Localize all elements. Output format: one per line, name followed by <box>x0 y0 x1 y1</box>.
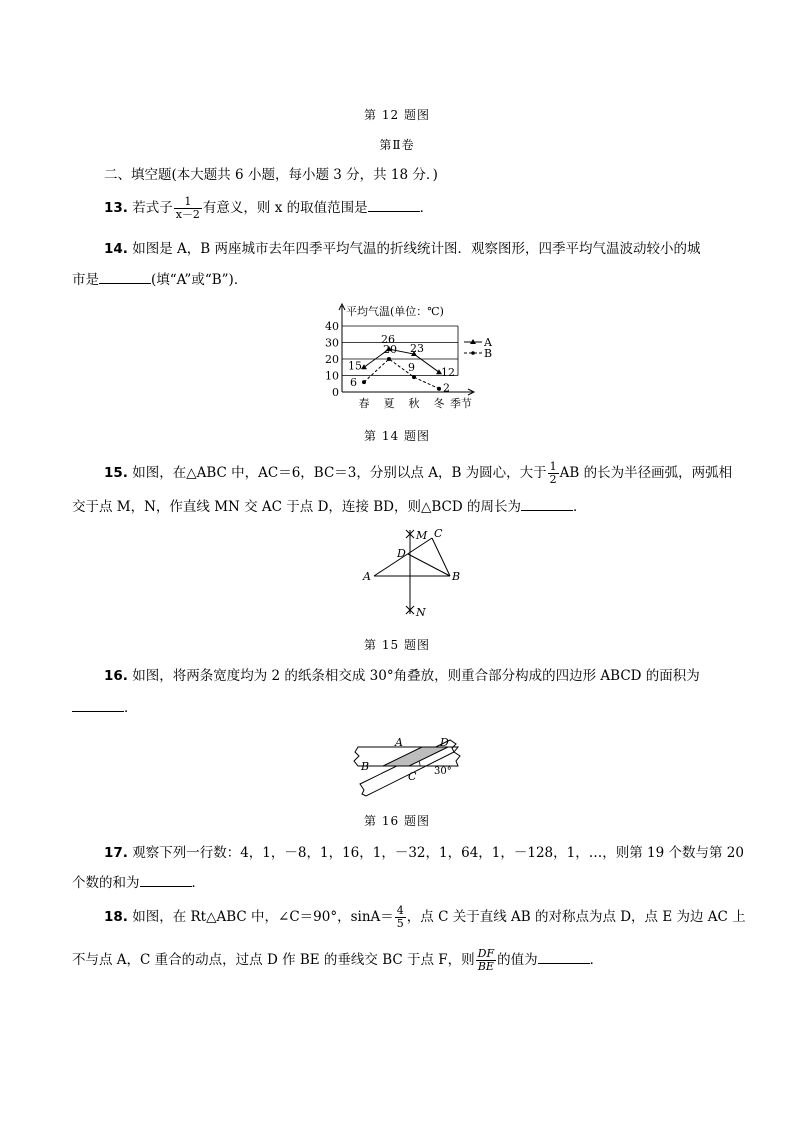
question-14-line2: 市是 (填“A”或“B”)． <box>72 272 248 288</box>
fig12-caption: 第 12 题图 <box>364 108 430 122</box>
paper-strips-figure <box>350 734 470 804</box>
label-a: A <box>363 570 371 583</box>
series-line-A <box>364 349 439 375</box>
q13-blank[interactable] <box>368 199 420 212</box>
data-label-A: 12 <box>441 366 455 380</box>
label-b16: B <box>361 760 370 773</box>
q13-post: 有意义，则 x 的取值范围是 <box>202 200 368 216</box>
q18-blank[interactable] <box>538 951 590 964</box>
label-m: M <box>416 529 428 542</box>
q13-pre: 若式子 <box>132 200 173 216</box>
question-15-line2: 交于点 M，N，作直线 MN 交 AC 于点 D，连接 BD，则△BCD 的周长为 ． <box>72 499 587 515</box>
data-label-A: 23 <box>410 342 424 356</box>
fig16-caption: 第 16 题图 <box>364 814 430 828</box>
x-tick-label: 春 <box>358 397 370 410</box>
segment-bc <box>432 538 450 576</box>
y-tick-label: 40 <box>325 320 339 333</box>
x-tick-label: 冬 <box>433 397 445 410</box>
q14-blank[interactable] <box>99 271 151 284</box>
chart-title: 平均气温(单位：℃) <box>346 305 444 318</box>
label-a16: A <box>395 736 403 749</box>
q14-text: 如图是 A，B 两座城市去年四季平均气温的折线统计图．观察图形，四季平均气温波动较小的城 <box>132 241 701 257</box>
y-tick-label: 0 <box>332 386 339 399</box>
data-label-A: 15 <box>348 359 362 373</box>
legend-label-A: A <box>484 336 492 349</box>
series-B-point <box>362 380 366 384</box>
angle-label: 30° <box>434 766 452 777</box>
question-16-line2: ． <box>72 698 138 718</box>
label-b: B <box>452 570 461 583</box>
data-label-B: 9 <box>408 361 415 375</box>
q18-fraction-df-be: $\frac{DF}{BE}$ <box>477 947 495 973</box>
segment-bd <box>408 554 450 576</box>
triangle-figure <box>360 526 470 622</box>
data-label-A: 26 <box>381 333 395 347</box>
q16-number: 16. <box>104 668 128 684</box>
y-tick-label: 30 <box>325 336 339 350</box>
q14-number: 14. <box>104 241 128 257</box>
data-label-B: 20 <box>383 343 397 356</box>
label-d: D <box>397 547 406 560</box>
fig15-caption: 第 15 题图 <box>364 638 430 652</box>
data-label-B: 2 <box>443 381 450 395</box>
temperature-chart <box>318 300 518 412</box>
x-tick-label: 夏 <box>383 397 395 410</box>
label-d16: D <box>440 736 449 749</box>
x-tick-label: 秋 <box>408 397 420 410</box>
question-15-line1: 15. 如图，在△ABC 中，AC＝6，BC＝3，分别以点 A，B 为圆心，大于 $\frac{1}{2}$ AB 的长为半径画弧，两弧相 <box>104 460 733 486</box>
q17-number: 17. <box>104 845 128 861</box>
y-tick-label: 20 <box>325 353 339 366</box>
q15-blank[interactable] <box>521 498 573 511</box>
question-13: 13. 若式子 $\frac{1}{x-2}$ 有意义，则 x 的取值范围是 ． <box>104 195 434 221</box>
q15-number: 15. <box>104 465 128 481</box>
q13-fraction: $\frac{1}{x-2}$ <box>175 195 200 221</box>
data-label-B: 6 <box>350 376 357 390</box>
q13-number: 13. <box>104 200 128 216</box>
label-c16: C <box>408 770 417 783</box>
q15-fraction: $\frac{1}{2}$ <box>549 460 557 486</box>
q18-number: 18. <box>104 909 128 925</box>
q18-fraction: $\frac{4}{5}$ <box>396 904 404 930</box>
x-axis-label: 季节 <box>450 397 472 410</box>
series-B-point <box>387 357 391 361</box>
q16-blank[interactable] <box>72 699 124 712</box>
series-B-point <box>437 387 441 391</box>
fig14-caption: 第 14 题图 <box>364 429 430 443</box>
y-tick-label: 10 <box>325 369 339 383</box>
question-18-line2: 不与点 A，C 重合的动点，过点 D 作 BE 的垂线交 BC 于点 F，则 $\frac{DF}{BE}$ 的值为 ． <box>72 947 604 973</box>
series-B-point <box>412 375 416 379</box>
question-18-line1: 18. 如图，在 Rt△ABC 中，∠C＝90°，sinA＝ $\frac{4}{5}$ ，点 C 关于直线 AB 的对称点为点 D，点 E 为边 AC 上 <box>104 904 746 930</box>
q17-blank[interactable] <box>140 874 192 887</box>
question-17-line2: 个数的和为 ． <box>72 875 205 891</box>
legend-marker-B <box>471 351 475 355</box>
question-16-line1: 16. 如图，将两条宽度均为 2 的纸条相交成 30°角叠放，则重合部分构成的四边形 ABCD 的面积为 <box>104 668 700 684</box>
legend-label-B: B <box>484 347 493 360</box>
section-heading: 二、填空题(本大题共 6 小题，每小题 3 分，共 18 分．) <box>104 167 438 183</box>
label-c: C <box>434 527 443 540</box>
question-14-line1 <box>104 239 700 259</box>
label-n: N <box>416 606 426 619</box>
volume-title: 第Ⅱ卷 <box>379 138 415 152</box>
question-17-line1: 17. 观察下列一行数：4，1，－8，1，16，1，－32，1，64，1，－128，1，…，则第 19 个数与第 20 <box>104 845 744 861</box>
